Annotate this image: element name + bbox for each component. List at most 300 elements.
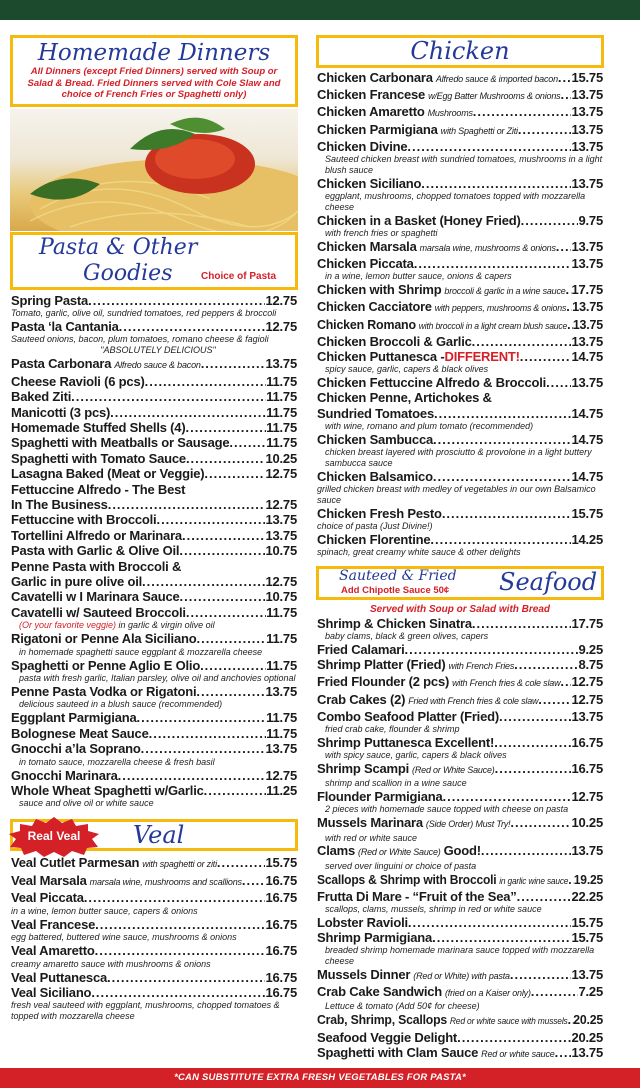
dot-leader — [142, 574, 265, 589]
menu-item-name: Chicken in a Basket (Honey Fried) — [317, 212, 521, 228]
menu-item — [317, 616, 603, 642]
menu-item-inline-desc: (Red or White) with pasta — [413, 971, 510, 982]
menu-item-row — [317, 122, 603, 139]
menu-item-name: Fried Calamari — [317, 642, 405, 658]
dot-leader — [472, 334, 572, 349]
dot-leader — [546, 375, 571, 390]
menu-item-name-line1: Fettuccine Alfredo - The Best — [11, 481, 186, 497]
menu-item-price: 13.75 — [265, 684, 297, 700]
menu-item-price: 12.75 — [265, 574, 297, 589]
menu-item-row — [11, 319, 297, 334]
menu-item-name: Veal Cutlet Parmesan — [11, 855, 140, 871]
menu-item — [317, 761, 603, 789]
menu-item — [317, 674, 603, 691]
menu-item-description-text: in a wine, lemon butter sauce, capers & onions — [11, 905, 198, 916]
menu-item-description-text: Sauteed onions, bacon, plum tomatoes, romano cheese & fagioli — [11, 334, 269, 345]
dot-leader — [531, 984, 579, 999]
menu-item-price: 12.75 — [571, 674, 603, 690]
dot-leader — [110, 405, 266, 420]
menu-item-name-suffix: Good! — [443, 843, 481, 859]
menu-item-name: Chicken Balsamico — [317, 468, 433, 484]
menu-item-description — [317, 521, 603, 532]
menu-item-name: Fried Flounder (2 pcs) — [317, 674, 450, 690]
menu-item-price: 15.75 — [571, 505, 603, 521]
menu-item-inline-desc: marsala wine, mushrooms and scallions — [89, 876, 242, 887]
menu-item-description-text: with french fries or spaghetti — [325, 228, 438, 239]
menu-item-inline-desc: Mushrooms — [427, 108, 473, 119]
menu-item-name: Flounder Parmigiana — [317, 789, 443, 805]
menu-item-description — [317, 364, 603, 375]
menu-item-row — [317, 87, 603, 104]
menu-item-name: Manicotti (3 pcs) — [11, 404, 111, 420]
menu-item-price: 15.75 — [571, 914, 603, 930]
menu-item — [317, 930, 603, 967]
menu-item-price: 13.75 — [571, 104, 603, 120]
menu-item-description-text: 2 pieces with homemade sauce topped with cheese on pasta — [325, 804, 569, 815]
menu-item-row — [317, 375, 603, 390]
menu-item-price: 9.25 — [578, 642, 603, 658]
menu-item-price: 13.75 — [571, 375, 603, 391]
menu-item — [11, 356, 297, 373]
menu-item-name: Shrimp & Chicken Sinatra — [317, 615, 472, 631]
menu-item — [317, 642, 603, 657]
menu-item-price: 12.75 — [265, 496, 297, 512]
menu-item — [317, 872, 603, 889]
menu-item-row — [317, 915, 603, 930]
menu-item-price: 13.75 — [571, 175, 603, 191]
menu-item — [317, 789, 603, 815]
menu-item-description — [317, 154, 603, 176]
pasta-header — [10, 232, 298, 290]
dot-leader — [421, 176, 571, 191]
menu-item-price: 11.75 — [266, 389, 297, 405]
menu-item-name: Chicken with Shrimp — [317, 282, 442, 298]
dot-leader — [494, 735, 571, 750]
menu-item — [11, 605, 297, 631]
menu-item-price: 15.75 — [265, 855, 297, 871]
menu-item-name: Mussels Dinner — [317, 967, 411, 983]
menu-item-price: 11.75 — [266, 710, 297, 726]
menu-item-row — [11, 374, 297, 389]
menu-item-price: 14.25 — [571, 531, 603, 547]
menu-item-highlight: DIFFERENT! — [444, 349, 520, 365]
seafood-served-note: Served with Soup or Salad with Bread — [369, 603, 551, 615]
menu-item-row — [11, 890, 297, 905]
menu-item-name: Spaghetti with Clam Sauce — [317, 1044, 479, 1060]
menu-item-name-line1: Penne Pasta with Broccoli & — [11, 558, 182, 574]
menu-item — [317, 375, 603, 390]
menu-item-description — [11, 673, 297, 684]
menu-item-description-text: scallops, clams, mussels, shrimp in red or white sauce — [325, 903, 542, 914]
menu-item — [317, 984, 603, 1012]
menu-item-price: 14.75 — [571, 468, 603, 484]
menu-item-name: Chicken Carbonara — [317, 70, 433, 85]
menu-item-row — [317, 843, 603, 860]
menu-item-row — [317, 282, 603, 299]
menu-item-description-text: Sauteed chicken breast with sundried tomatoes, mushrooms in a light blush sauce — [325, 154, 603, 175]
menu-item-row — [317, 213, 603, 228]
menu-item-price: 12.75 — [571, 691, 603, 707]
menu-item-row — [317, 469, 603, 484]
menu-item-description-text: in garlic & virgin olive oil — [116, 620, 215, 631]
menu-item-name: Fettuccine with Broccoli — [11, 512, 157, 528]
dot-leader — [196, 684, 265, 699]
menu-item-name: Homemade Stuffed Shells (4) — [11, 419, 186, 435]
dot-leader — [538, 692, 571, 707]
dot-leader — [433, 432, 571, 447]
menu-item — [317, 657, 603, 674]
menu-item-price: 19.25 — [573, 871, 603, 887]
dot-leader — [408, 915, 572, 930]
dot-leader — [518, 122, 572, 137]
dot-leader — [517, 889, 572, 904]
menu-item — [317, 843, 603, 871]
menu-item-row — [11, 970, 297, 985]
menu-item — [11, 528, 297, 543]
dot-leader — [108, 497, 266, 512]
menu-item — [11, 631, 297, 657]
menu-item-price: 14.75 — [571, 349, 603, 365]
menu-item-name: Chicken Marsala — [317, 238, 417, 254]
menu-item-price: 10.25 — [265, 450, 297, 466]
menu-item-description — [11, 798, 297, 809]
menu-item-description — [11, 959, 297, 970]
seafood-list — [316, 616, 604, 1062]
chicken-list — [316, 70, 604, 558]
spaghetti-photo — [10, 109, 298, 231]
menu-item — [317, 915, 603, 930]
pasta-list — [10, 293, 298, 810]
menu-item-price: 14.75 — [571, 405, 603, 421]
dot-leader — [442, 506, 572, 521]
menu-item-row — [317, 239, 603, 256]
menu-item — [317, 506, 603, 532]
dot-leader — [119, 319, 266, 334]
menu-item — [11, 917, 297, 943]
menu-item-name: Spaghetti with Meatballs or Sausage — [11, 435, 230, 451]
menu-item — [317, 334, 603, 349]
menu-item-name: Scallops & Shrimp with Broccoli — [317, 871, 497, 887]
menu-item-price: 12.75 — [265, 318, 297, 334]
menu-item-row — [11, 389, 297, 404]
menu-item-row — [317, 872, 603, 889]
menu-item-name: Chicken Piccata — [317, 256, 414, 272]
menu-item-name-line1: Chicken Penne, Artichokes & — [317, 390, 492, 406]
menu-item-row — [317, 984, 603, 1001]
menu-item-description-text: breaded shrimp homemade marinara sauce topped with mozzarella cheese — [325, 945, 595, 967]
dot-leader — [95, 917, 265, 932]
menu-item — [11, 389, 297, 404]
menu-item-name: Pasta with Garlic & Olive Oil — [11, 543, 180, 559]
menu-item-row — [317, 299, 603, 316]
menu-item-name: Pasta Carbonara — [11, 356, 112, 372]
footer-banner: *CAN SUBSTITUTE EXTRA FRESH VEGETABLES FOR PASTA* — [0, 1068, 640, 1088]
dot-leader — [510, 967, 572, 982]
menu-item — [11, 543, 297, 558]
menu-item-name: Spaghetti or Penne Aglio E Olio — [11, 657, 201, 673]
menu-item-price: 11.75 — [266, 404, 297, 420]
menu-item — [317, 104, 603, 121]
menu-item-price: 13.75 — [571, 87, 603, 103]
menu-item-description-text: eggplant, mushrooms, chopped tomatoes topped with mozzarella cheese — [325, 191, 586, 212]
menu-item-row — [317, 1045, 603, 1062]
menu-item — [317, 967, 603, 984]
menu-item-row — [317, 889, 603, 904]
menu-item-description-text: fried crab cake, flounder & shrimp — [325, 724, 460, 735]
menu-item-price: 13.75 — [571, 1044, 603, 1060]
menu-item-price: 12.75 — [265, 466, 297, 482]
menu-item-price: 10.75 — [265, 543, 297, 559]
menu-item-price: 22.25 — [571, 888, 603, 904]
menu-item-row — [11, 466, 297, 481]
menu-item-description — [11, 757, 297, 768]
menu-item-price: 14.75 — [571, 431, 603, 447]
menu-item-row — [317, 256, 603, 271]
dot-leader — [432, 930, 571, 945]
homemade-dinners-header — [10, 35, 298, 107]
menu-item-row — [11, 497, 297, 512]
chicken-title: Chicken — [410, 37, 510, 65]
dot-leader — [407, 139, 571, 154]
menu-item-description — [317, 804, 603, 815]
menu-item-price: 13.75 — [265, 741, 297, 757]
menu-item-price: 11.75 — [266, 373, 297, 389]
menu-item — [11, 374, 297, 389]
dot-leader — [149, 726, 267, 741]
menu-item — [11, 589, 297, 604]
menu-item-name: Shrimp Parmigiana — [317, 930, 433, 946]
menu-item — [11, 970, 297, 985]
menu-item — [11, 405, 297, 420]
menu-item-row — [317, 406, 603, 421]
menu-item-description-text: spicy sauce, garlic, capers & black olives — [325, 364, 489, 375]
menu-item-price: 13.75 — [571, 138, 603, 154]
menu-item-row — [11, 768, 297, 783]
menu-item-price: 13.75 — [571, 843, 603, 859]
veal-title: Veal — [133, 821, 185, 850]
menu-item-row — [317, 70, 603, 87]
menu-item-row — [317, 506, 603, 521]
menu-item-description — [317, 447, 603, 469]
menu-item-inline-desc: Red or white sauce with mussels — [449, 1016, 568, 1027]
menu-item-name: Shrimp Scampi — [317, 761, 410, 777]
menu-item-description — [11, 1000, 297, 1022]
top-band — [0, 0, 640, 20]
menu-item-row — [317, 349, 603, 364]
menu-item-name: Pasta ‘la Cantania — [11, 318, 119, 334]
menu-item — [11, 482, 297, 513]
menu-item-row — [11, 631, 297, 646]
menu-item-name: Spaghetti with Tomato Sauce — [11, 450, 186, 466]
menu-item — [317, 213, 603, 239]
menu-item-name: Chicken Parmigiana — [317, 121, 438, 137]
menu-item-price: 13.75 — [265, 527, 297, 543]
menu-item — [11, 710, 297, 725]
menu-item-description — [317, 833, 603, 844]
menu-item-description-text: delicious sauteed in a blush sauce (recommended) — [19, 699, 223, 710]
dot-leader — [185, 420, 266, 435]
menu-item-price: 12.75 — [265, 292, 297, 308]
menu-item-row — [11, 783, 297, 798]
menu-item-description — [11, 699, 297, 710]
menu-item-description-text: Lettuce & tomato (Add 50¢ for cheese) — [325, 1001, 480, 1012]
dot-leader — [180, 589, 266, 604]
dot-leader — [118, 768, 266, 783]
menu-item-description — [11, 308, 297, 319]
menu-item-name: Chicken Broccoli & Garlic — [317, 333, 472, 349]
menu-item-row — [317, 692, 603, 709]
menu-item-name: Lobster Ravioli — [317, 914, 408, 930]
menu-item-row — [317, 657, 603, 674]
menu-item-description — [317, 631, 603, 642]
menu-item — [317, 390, 603, 431]
dot-leader — [71, 389, 266, 404]
menu-item-description — [317, 724, 603, 735]
menu-item — [11, 684, 297, 710]
menu-item-price: 13.75 — [572, 299, 603, 315]
menu-item — [317, 1030, 603, 1045]
menu-item — [317, 176, 603, 213]
dot-leader — [560, 674, 571, 689]
menu-item-description — [317, 904, 603, 915]
menu-item-name: Veal Amaretto — [11, 943, 95, 959]
menu-item-row — [11, 574, 297, 589]
menu-item-row — [317, 674, 603, 691]
left-column — [10, 35, 298, 1022]
menu-item-name: Veal Francese — [11, 916, 96, 932]
menu-item-name: Clams — [317, 843, 356, 859]
menu-item-row — [317, 317, 603, 334]
dot-leader — [472, 616, 572, 631]
menu-item-row — [11, 658, 297, 673]
menu-item-name: Chicken Sambucca — [317, 431, 434, 447]
dot-leader — [473, 104, 572, 119]
dot-leader — [88, 293, 265, 308]
dot-leader — [481, 843, 572, 858]
menu-item — [317, 709, 603, 735]
real-veal-badge — [8, 817, 100, 857]
menu-item-name: Chicken Amaretto — [317, 104, 425, 120]
menu-item-row — [11, 741, 297, 756]
menu-item-name: Spring Pasta — [11, 292, 89, 308]
menu-item-price: 12.75 — [571, 789, 603, 805]
menu-item — [11, 435, 297, 450]
menu-item-row — [317, 815, 603, 832]
menu-item — [11, 466, 297, 481]
menu-item-name: Chicken Fettuccine Alfredo & Broccoli — [317, 375, 547, 391]
menu-item-price: 16.75 — [265, 916, 297, 932]
menu-item-name: Crab, Shrimp, Scallops — [317, 1012, 448, 1028]
menu-item-price: 16.75 — [265, 943, 297, 959]
menu-item — [317, 256, 603, 282]
menu-item-description-text: with spicy sauce, garlic, capers & black olives — [325, 750, 507, 761]
menu-item-description-text: in homemade spaghetti sauce eggplant & mozzarella cheese — [19, 646, 263, 657]
menu-item-price: 11.75 — [266, 631, 297, 647]
menu-item-name: Gnocchi a’la Soprano — [11, 741, 141, 757]
menu-item-price: 11.75 — [266, 725, 297, 741]
dot-leader — [555, 1045, 572, 1060]
dot-leader — [510, 815, 571, 830]
menu-item-price: 16.75 — [571, 761, 603, 777]
chipotle-note: Add Chipotle Sauce 50¢ — [341, 584, 450, 596]
menu-item-row — [11, 356, 297, 373]
menu-item-name: Chicken Fresh Pesto — [317, 505, 442, 521]
menu-item-name: Bolognese Meat Sauce — [11, 725, 149, 741]
menu-item — [317, 349, 603, 375]
dot-leader — [457, 1030, 571, 1045]
menu-item — [317, 692, 603, 709]
menu-item-row — [11, 710, 297, 725]
menu-item-description-text: choice of pasta (Just Divine!) — [317, 520, 433, 531]
menu-item-inline-desc: Red or white sauce — [481, 1048, 555, 1059]
menu-item — [11, 890, 297, 916]
menu-item-name: Chicken Siciliano — [317, 175, 422, 191]
menu-item-description-text: creamy amaretto sauce with mushrooms & onions — [11, 958, 211, 969]
menu-item-name: Seafood Veggie Delight — [317, 1029, 458, 1045]
menu-item-price: 16.75 — [265, 984, 297, 1000]
menu-item-row — [11, 405, 297, 420]
dot-leader — [137, 710, 267, 725]
menu-item-inline-desc: Alfredo sauce & imported bacon — [435, 74, 558, 84]
dot-leader — [84, 890, 266, 905]
menu-item-tagline: "ABSOLUTELY DELICIOUS" — [100, 345, 216, 356]
menu-item-name: Penne Pasta Vodka or Rigatoni — [11, 684, 197, 700]
dot-leader — [514, 657, 578, 672]
dot-leader — [229, 435, 266, 450]
menu-item-row — [317, 432, 603, 447]
menu-item-row — [317, 139, 603, 154]
menu-item-description-text: with red or white sauce — [325, 832, 418, 843]
menu-item-inline-desc: (Red or White Sauce) — [358, 847, 441, 858]
menu-item-description-text: served over linguini or choice of pasta — [325, 860, 477, 871]
menu-item — [317, 532, 603, 558]
menu-item-row — [317, 176, 603, 191]
menu-item — [11, 873, 297, 890]
menu-item-inline-desc: with French fries & cole slaw — [452, 678, 561, 689]
menu-item-row — [317, 532, 603, 547]
menu-item — [11, 985, 297, 1022]
menu-item-row — [11, 435, 297, 450]
menu-item-row — [317, 104, 603, 121]
menu-item-name: Chicken Francese — [317, 87, 426, 103]
dot-leader — [430, 532, 571, 547]
dot-leader — [521, 213, 579, 228]
menu-item-name: Combo Seafood Platter (Fried) — [317, 708, 499, 724]
menu-item-price: 17.75 — [571, 282, 603, 298]
menu-item-row — [11, 293, 297, 308]
right-column — [316, 35, 604, 1062]
veal-list — [10, 855, 298, 1022]
menu-item-row — [317, 789, 603, 804]
menu-item-description-text: egg battered, buttered wine sauce, mushrooms & onions — [11, 932, 237, 943]
menu-item-name: Cheese Ravioli (6 pcs) — [11, 373, 145, 389]
dot-leader — [186, 451, 266, 466]
menu-item — [317, 87, 603, 104]
homemade-dinners-subtitle: All Dinners (except Fried Dinners) served with Soup or Salad & Bread. Fried Dinners served with Cole Slaw and choice of French Fries or Spaghetti only) — [27, 66, 281, 100]
menu-item-inline-desc: (fried on a Kaiser only) — [445, 988, 531, 999]
dot-leader — [499, 709, 571, 724]
menu-item-name: Chicken Puttanesca - — [317, 349, 445, 365]
menu-item-row — [11, 528, 297, 543]
menu-item-description — [317, 271, 603, 282]
menu-item-name: Veal Piccata — [11, 890, 84, 906]
menu-item — [317, 889, 603, 915]
menu-item-description-text: fresh veal sauteed with eggplant, mushrooms, chopped tomatoes & topped with mozzarella cheese — [11, 1000, 280, 1022]
menu-item-name: Gnocchi Marinara — [11, 767, 118, 783]
menu-item — [317, 299, 603, 316]
menu-item — [317, 282, 603, 299]
menu-item-row — [11, 985, 297, 1000]
